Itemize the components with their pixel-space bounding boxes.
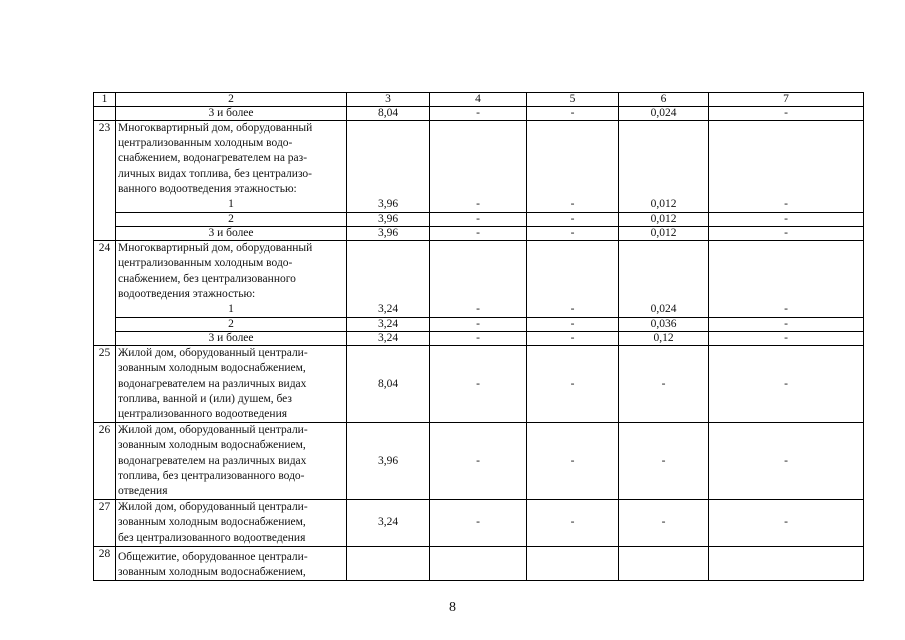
- value-col-3: 3,96: [347, 213, 430, 227]
- row-number: 23: [94, 121, 116, 241]
- description-line: Жилой дом, оборудованный централи-: [118, 347, 308, 360]
- value-col-5: -: [527, 318, 619, 332]
- description-line: снабжением, без централизованного: [118, 272, 296, 285]
- row-description: [116, 241, 347, 318]
- value-col-4: -: [430, 318, 527, 332]
- header-col-5: 5: [527, 93, 619, 107]
- value-col-5: -: [527, 227, 619, 241]
- description-line: зованным холодным водоснабжением,: [118, 362, 306, 375]
- page-number: 8: [449, 600, 456, 615]
- value-col-5: -: [527, 500, 619, 547]
- row-number: 27: [94, 500, 116, 547]
- table-row: [94, 241, 864, 318]
- value-col-4: -: [430, 107, 527, 121]
- value-col-3: 3,24: [347, 241, 430, 318]
- value-col-4: -: [430, 423, 527, 500]
- value-col-3: 3,96: [347, 121, 430, 213]
- description-line: водонагревателем на различных видах: [118, 454, 307, 467]
- value-col-5: -: [527, 213, 619, 227]
- table-row: [94, 500, 864, 547]
- description-line: зованным холодным водоснабжением,: [118, 516, 306, 529]
- value-col-6: [619, 546, 709, 580]
- value-col-6: -: [619, 500, 709, 547]
- value-col-4: -: [430, 346, 527, 423]
- header-col-1: 1: [94, 93, 116, 107]
- table-row: [94, 546, 864, 580]
- value-col-6: 0,12: [619, 332, 709, 346]
- row-description: 3 и более: [116, 107, 347, 121]
- floor-label: 1: [228, 198, 234, 211]
- value-col-4: -: [430, 500, 527, 547]
- row-description: [116, 500, 347, 547]
- description-line: централизованным холодным водо-: [118, 257, 293, 270]
- description-line: Жилой дом, оборудованный централи-: [118, 501, 308, 514]
- value-col-6: 0,012: [619, 121, 709, 213]
- description-line: без централизованного водоотведения: [118, 531, 306, 544]
- value-col-4: -: [430, 213, 527, 227]
- value-col-3: 3,24: [347, 500, 430, 547]
- row-number: 26: [94, 423, 116, 500]
- description-line: водонагревателем на различных видах: [118, 377, 307, 390]
- value-col-5: -: [527, 423, 619, 500]
- value-col-5: -: [527, 121, 619, 213]
- description-line: отведения: [118, 485, 168, 498]
- value-col-4: -: [430, 241, 527, 318]
- row-description: 3 и более: [116, 227, 347, 241]
- table-row: [94, 346, 864, 423]
- value-col-7: -: [709, 213, 864, 227]
- row-description: [116, 121, 347, 213]
- row-description: 3 и более: [116, 332, 347, 346]
- value-col-7: -: [709, 241, 864, 318]
- value-col-3: 3,96: [347, 227, 430, 241]
- value-col-7: -: [709, 332, 864, 346]
- row-number: 25: [94, 346, 116, 423]
- value-col-7: -: [709, 346, 864, 423]
- header-row: [94, 93, 864, 107]
- table-row: [94, 318, 864, 332]
- row-description: 2: [116, 318, 347, 332]
- value-col-6: 0,012: [619, 227, 709, 241]
- value-col-4: -: [430, 227, 527, 241]
- header-col-3: 3: [347, 93, 430, 107]
- header-col-2: 2: [116, 93, 347, 107]
- row-description: [116, 423, 347, 500]
- description-line: зованным холодным водоснабжением,: [118, 566, 306, 579]
- floor-label: 1: [228, 303, 234, 316]
- header-col-6: 6: [619, 93, 709, 107]
- value-col-4: -: [430, 332, 527, 346]
- description-line: централизованным холодным водо-: [118, 137, 293, 150]
- value-col-7: [709, 546, 864, 580]
- description-line: Многоквартирный дом, оборудованный: [118, 242, 313, 255]
- value-col-6: -: [619, 346, 709, 423]
- value-col-4: -: [430, 121, 527, 213]
- table-row: [94, 332, 864, 346]
- value-col-3: [347, 546, 430, 580]
- table-row: [94, 121, 864, 213]
- description-line: Общежитие, оборудованное централи-: [118, 550, 308, 563]
- value-col-3: 3,24: [347, 318, 430, 332]
- value-col-6: 0,024: [619, 241, 709, 318]
- table-row: [94, 213, 864, 227]
- value-col-6: 0,024: [619, 107, 709, 121]
- row-number: 28: [94, 546, 116, 580]
- description-line: водоотведения этажностью:: [118, 287, 256, 300]
- description-line: ванного водоотведения этажностью:: [118, 182, 297, 195]
- value-col-5: -: [527, 332, 619, 346]
- value-col-5: -: [527, 241, 619, 318]
- description-line: топлива, ванной и (или) душем, без: [118, 392, 292, 405]
- row-number: 24: [94, 241, 116, 346]
- value-col-7: -: [709, 500, 864, 547]
- value-col-7: -: [709, 107, 864, 121]
- value-col-3: 3,96: [347, 423, 430, 500]
- row-description: 2: [116, 213, 347, 227]
- value-col-7: -: [709, 227, 864, 241]
- table-row: [94, 227, 864, 241]
- value-col-6: 0,012: [619, 213, 709, 227]
- norms-table: [93, 92, 864, 581]
- description-line: Многоквартирный дом, оборудованный: [118, 122, 313, 134]
- description-line: снабжением, водонагревателем на раз-: [118, 152, 308, 165]
- row-description: [116, 546, 347, 580]
- row-description: [116, 346, 347, 423]
- value-col-7: -: [709, 318, 864, 332]
- description-line: зованным холодным водоснабжением,: [118, 439, 306, 452]
- value-col-4: [430, 546, 527, 580]
- table-row: [94, 107, 864, 121]
- value-col-3: 3,24: [347, 332, 430, 346]
- table-row: [94, 423, 864, 500]
- value-col-7: -: [709, 423, 864, 500]
- value-col-5: -: [527, 346, 619, 423]
- description-line: топлива, без централизованного водо-: [118, 469, 305, 482]
- description-line: личных видах топлива, без централизо-: [118, 167, 312, 180]
- description-line: централизованного водоотведения: [118, 408, 288, 421]
- description-line: Жилой дом, оборудованный централи-: [118, 424, 308, 437]
- value-col-3: 8,04: [347, 346, 430, 423]
- value-col-6: 0,036: [619, 318, 709, 332]
- row-number: [94, 107, 116, 121]
- value-col-5: -: [527, 107, 619, 121]
- value-col-7: -: [709, 121, 864, 213]
- header-col-7: 7: [709, 93, 864, 107]
- value-col-5: [527, 546, 619, 580]
- header-col-4: 4: [430, 93, 527, 107]
- value-col-6: -: [619, 423, 709, 500]
- value-col-3: 8,04: [347, 107, 430, 121]
